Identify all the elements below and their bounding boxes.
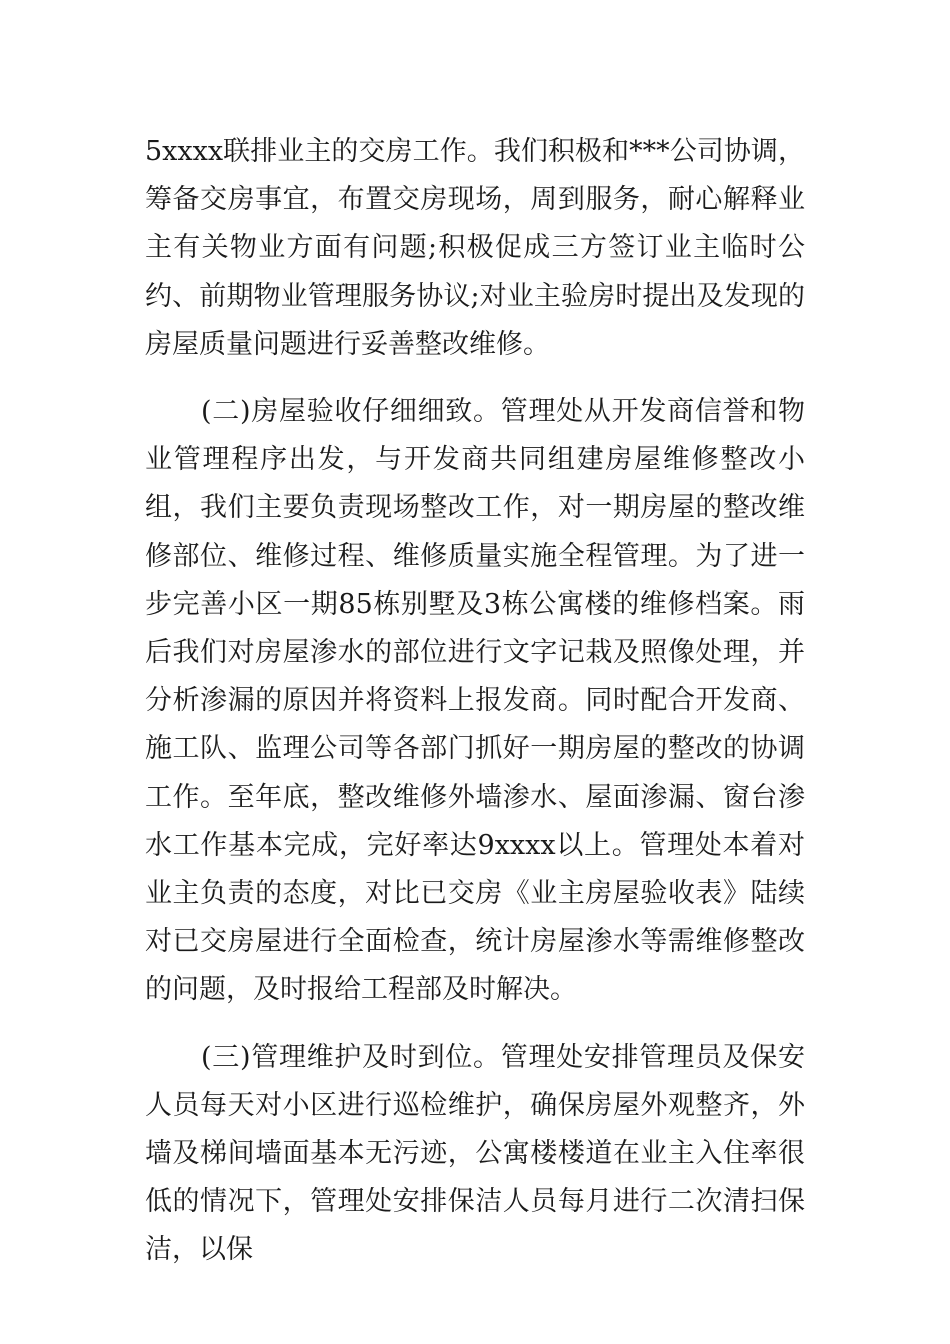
paragraph-1: 5xxxx联排业主的交房工作。我们积极和***公司协调，筹备交房事宜，布置交房现场，周到服务，耐心解释业主有关物业方面有问题;积极促成三方签订业主临时公约、前期物业管理服务协议;对业主验房时提出及发现的房屋质量问题进行妥善整改维修。	[145, 136, 805, 360]
paragraph-2: (二)房屋验收仔细细致。管理处从开发商信誉和物业管理程序出发，与开发商共同组建房屋维修整改小组，我们主要负责现场整改工作，对一期房屋的整改维修部位、维修过程、维修质量实施全程管理。为了进一步完善小区一期85栋别墅及3栋公寓楼的维修档案。雨后我们对房屋渗水的部位进行文字记栽及照像处理，并分析渗漏的原因并将资料上报发商。同时配合开发商、施工队、监理公司等各部门抓好一期房屋的整改的协调工作。至年底，整改维修外墙渗水、屋面渗漏、窗台渗水工作基本完成，完好率达9xxxx以上。管理处本着对业主负责的态度，对比已交房《业主房屋验收表》陆续对已交房屋进行全面检查，统计房屋渗水等需维修整改的问题，及时报给工程部及时解决。	[145, 396, 805, 1006]
document-body	[145, 128, 805, 1275]
paragraph-3: (三)管理维护及时到位。管理处安排管理员及保安人员每天对小区进行巡检维护，确保房屋外观整齐，外墙及梯间墙面基本无污迹，公寓楼楼道在业主入住率很低的情况下，管理处安排保洁人员每月进行二次清扫保洁，以保	[145, 1041, 805, 1266]
